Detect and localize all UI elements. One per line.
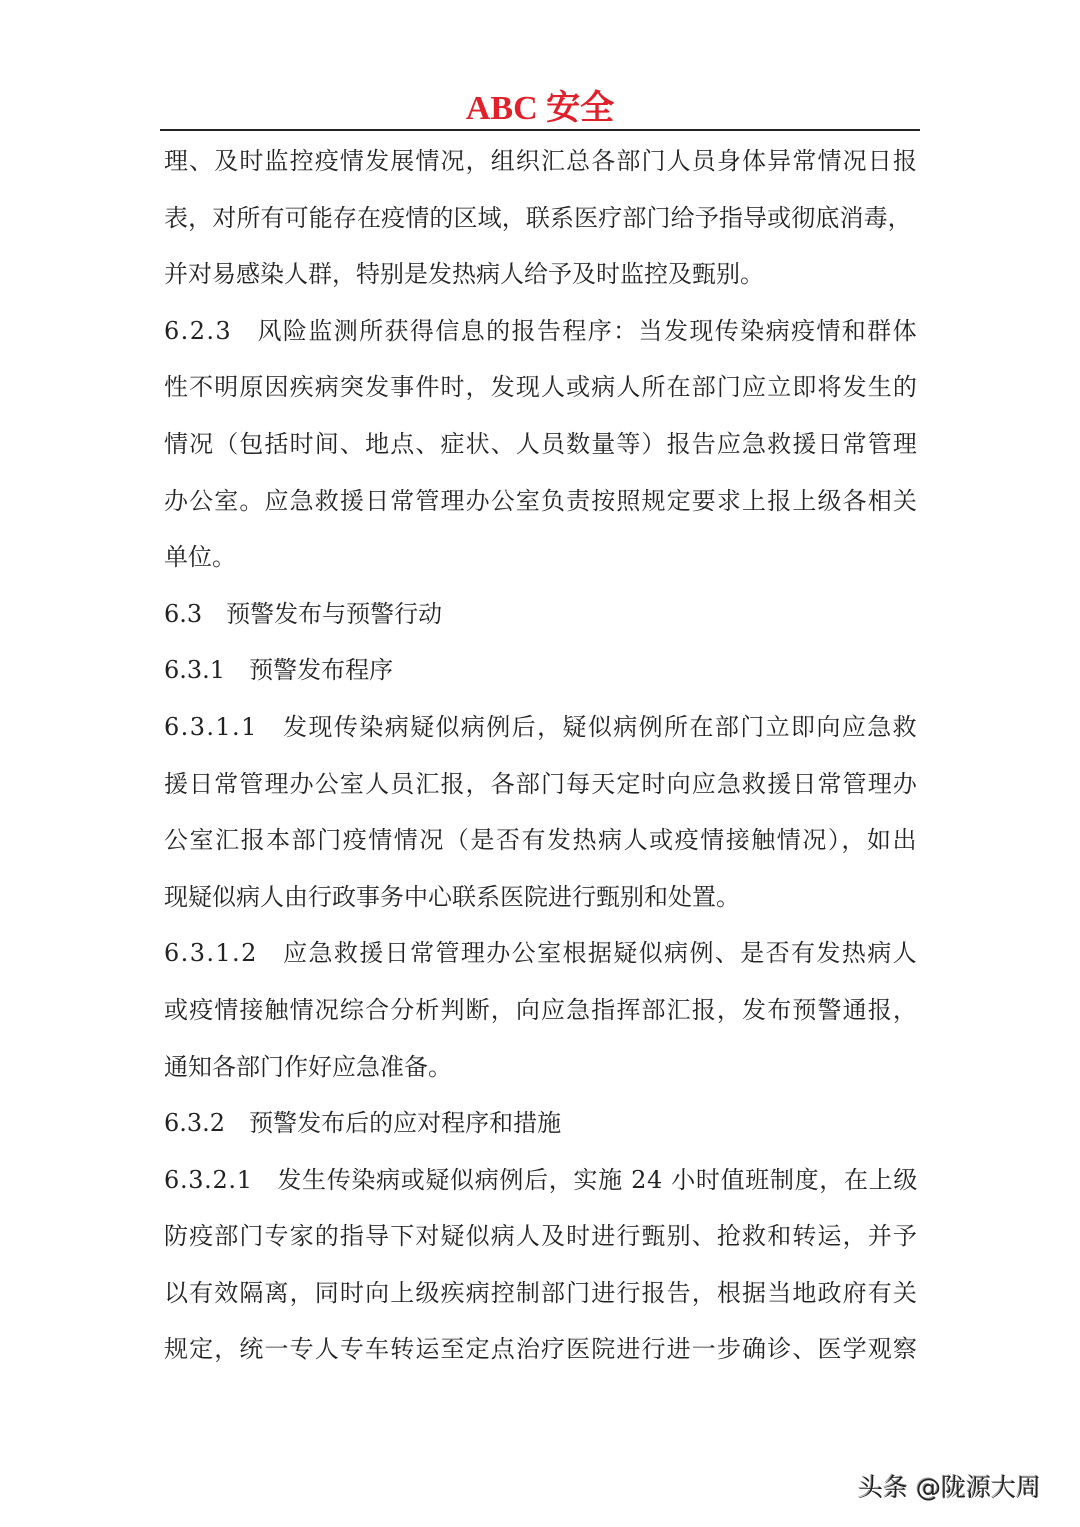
document-body <box>164 140 918 1385</box>
text-line: 6.3.2.1 发生传染病或疑似病例后，实施 24 小时值班制度，在上级 <box>164 1165 918 1194</box>
text-line: 公室汇报本部门疫情情况（是否有发热病人或疫情接触情况），如出 <box>164 826 918 855</box>
text-line-row <box>164 197 918 254</box>
text-line-row <box>164 593 918 650</box>
text-line-row <box>164 480 918 537</box>
text-line: 性不明原因疾病突发事件时，发现人或病人所在部门应立即将发生的 <box>164 373 918 402</box>
text-line-row <box>164 1328 918 1385</box>
text-line: 以有效隔离，同时向上级疾病控制部门进行报告，根据当地政府有关 <box>164 1278 918 1307</box>
text-line-row <box>164 1159 918 1216</box>
text-line: 现疑似病人由行政事务中心联系医院进行甄别和处置。 <box>164 882 740 911</box>
text-line-row <box>164 706 918 763</box>
text-line: 6.3.2 预警发布后的应对程序和措施 <box>164 1109 562 1138</box>
text-line: 理、及时监控疫情发展情况，组织汇总各部门人员身体异常情况日报 <box>164 147 918 175</box>
text-line-row <box>164 1215 918 1272</box>
text-line-row <box>164 310 918 367</box>
text-line-row <box>164 1272 918 1329</box>
text-line: 6.3.1 预警发布程序 <box>164 656 394 685</box>
text-line-row <box>164 989 918 1046</box>
text-line-row <box>164 536 918 593</box>
text-line-row <box>164 423 918 480</box>
text-line: 情况（包括时间、地点、症状、人员数量等）报告应急救援日常管理 <box>164 429 918 458</box>
text-line-row <box>164 1102 918 1159</box>
text-line-row <box>164 763 918 820</box>
text-line: 6.2.3 风险监测所获得信息的报告程序：当发现传染病疫情和群体 <box>164 316 918 345</box>
text-line: 单位。 <box>164 543 236 572</box>
document-header-title: ABC 安全 <box>465 90 615 127</box>
text-line-row <box>164 366 918 423</box>
text-line: 并对易感染人群，特别是发热病人给予及时监控及甄别。 <box>164 260 764 289</box>
text-line: 规定，统一专人专车转运至定点治疗医院进行进一步确诊、医学观察 <box>164 1335 918 1364</box>
text-line: 援日常管理办公室人员汇报，各部门每天定时向应急救援日常管理办 <box>164 769 918 798</box>
text-line-row <box>164 819 918 876</box>
text-line: 6.3 预警发布与预警行动 <box>164 599 443 628</box>
text-line: 6.3.1.1 发现传染病疑似病例后，疑似病例所在部门立即向应急救 <box>164 712 918 741</box>
text-line: 通知各部门作好应急准备。 <box>164 1052 452 1081</box>
watermark: 头条 @陇源大周 <box>858 1473 1041 1502</box>
text-line-row <box>164 140 918 197</box>
text-line: 防疫部门专家的指导下对疑似病人及时进行甄别、抢救和转运，并予 <box>164 1222 918 1251</box>
text-line-row <box>164 876 918 933</box>
text-line: 办公室。应急救援日常管理办公室负责按照规定要求上报上级各相关 <box>164 486 918 515</box>
text-line: 或疫情接触情况综合分析判断，向应急指挥部汇报，发布预警通报， <box>164 995 918 1024</box>
text-line-row <box>164 649 918 706</box>
text-line-row <box>164 1046 918 1103</box>
text-line-row <box>164 253 918 310</box>
header-divider <box>160 129 920 131</box>
text-line: 表，对所有可能存在疫情的区域，联系医疗部门给予指导或彻底消毒， <box>164 203 912 232</box>
text-line-row <box>164 932 918 989</box>
text-line: 6.3.1.2 应急救援日常管理办公室根据疑似病例、是否有发热病人 <box>164 939 918 968</box>
